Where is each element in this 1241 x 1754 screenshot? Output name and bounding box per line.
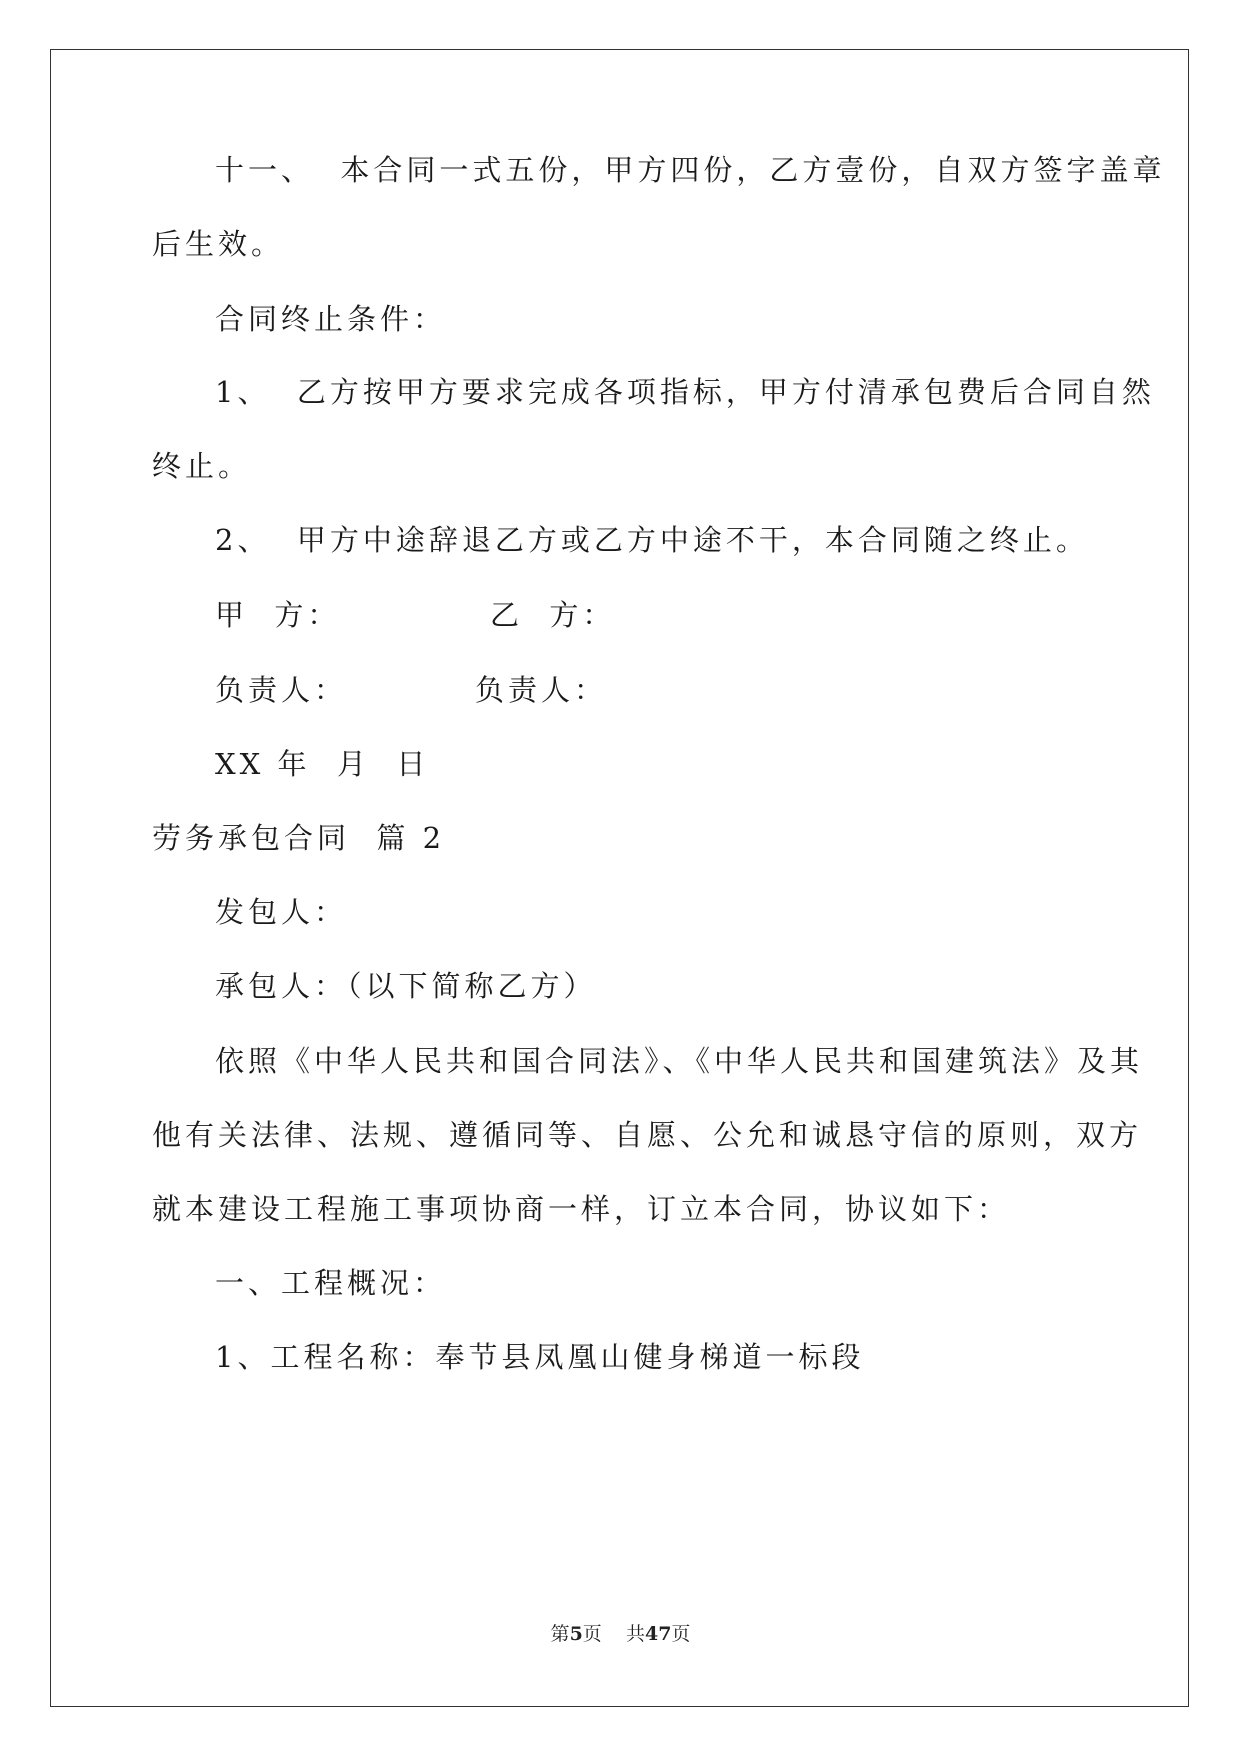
clause-11-line-1: 十一、 本合同一式五份，甲方四份，乙方壹份，自双方签字盖章: [215, 153, 1166, 187]
footer-current-page: 5: [569, 1623, 583, 1645]
footer-prefix: 第: [550, 1623, 570, 1645]
signature-party-b-label: 乙 方：: [490, 598, 616, 632]
footer-suffix: 页: [671, 1623, 691, 1645]
contractor-label: 承包人：（以下简称乙方）: [215, 969, 597, 1003]
footer-total-pages: 47: [644, 1623, 672, 1645]
termination-item-1-line-2: 终止。: [152, 449, 252, 483]
signature-party-a-label: 甲 方：: [215, 598, 341, 632]
signature-responsible-b-label: 负责人：: [475, 673, 608, 707]
clause-11-line-2: 后生效。: [152, 227, 285, 261]
employer-label: 发包人：: [215, 895, 348, 929]
footer-mid: 页 共: [582, 1623, 645, 1645]
termination-heading: 合同终止条件：: [215, 302, 447, 336]
project-name-line: 1、工程名称：奉节县凤凰山健身梯道一标段: [215, 1340, 865, 1374]
signature-responsible-a-label: 负责人：: [215, 673, 348, 707]
signature-date: XX 年 月 日: [215, 747, 430, 781]
page-frame: [50, 49, 1189, 1707]
preamble-line-3: 就本建设工程施工事项协商一样，订立本合同，协议如下：: [152, 1192, 1011, 1226]
section-title-part-2: 劳务承包合同 篇 2: [152, 821, 446, 855]
page-number-footer: [0, 1622, 1241, 1646]
preamble-line-1: 依照《中华人民共和国合同法》、《中华人民共和国建筑法》及其: [215, 1044, 1144, 1078]
project-overview-heading: 一、工程概况：: [215, 1266, 447, 1300]
preamble-line-2: 他有关法律、法规、遵循同等、自愿、公允和诚恳守信的原则，双方: [152, 1118, 1143, 1152]
termination-item-1-line-1: 1、 乙方按甲方要求完成各项指标，甲方付清承包费后合同自然: [215, 375, 1155, 409]
termination-item-2: 2、 甲方中途辞退乙方或乙方中途不干，本合同随之终止。: [215, 523, 1089, 557]
